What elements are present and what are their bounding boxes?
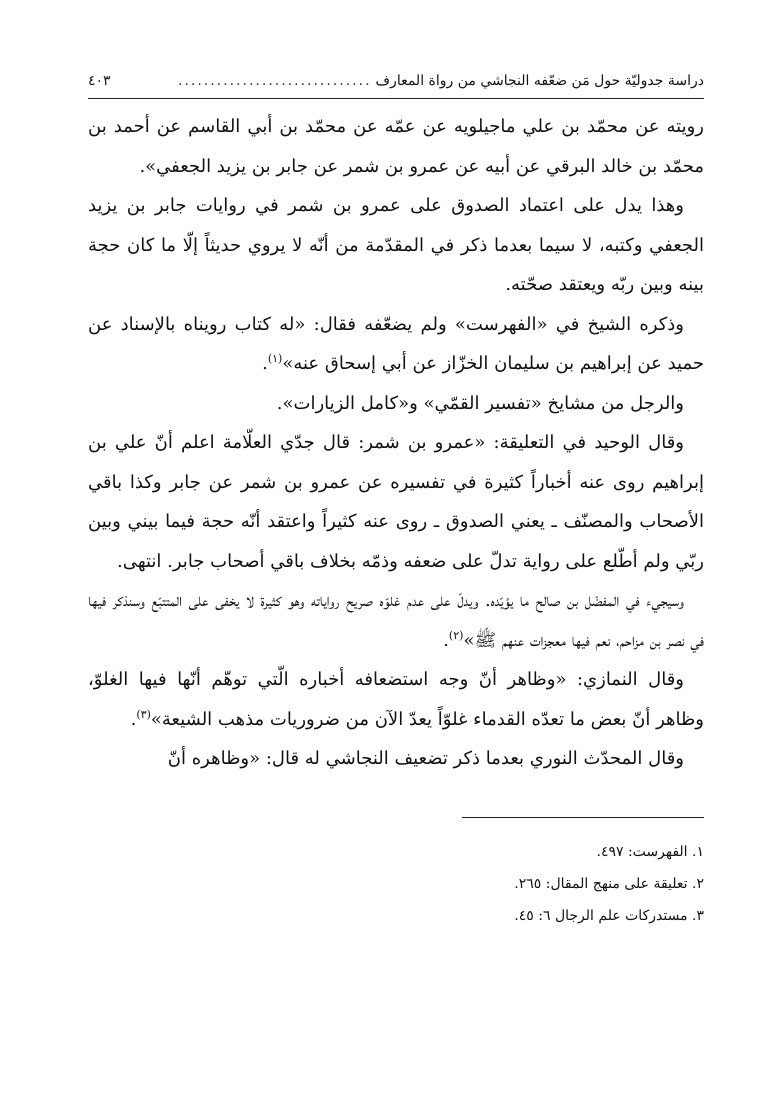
page-number: ٤٠٣: [88, 73, 111, 89]
body-text: [88, 107, 704, 779]
sentence-end-1: .: [262, 353, 268, 374]
paragraph-3-text: وذكره الشيخ في «الفهرست» ولم يضعّفه فقال: «له كتاب رويناه بالإسناد عن حميد عن إبراهيم بن سليمان الخزّاز عن أبي إسحاق عنه»: [88, 313, 704, 374]
paragraph-8: وقال المحدّث النوري بعدما ذكر تضعيف النجاشي له قال: «وظاهره أنّ: [167, 748, 684, 769]
sentence-end-2: .: [443, 629, 449, 651]
footnote-2: ٢. تعليقة على منهج المقال: ٢٦٥.: [514, 875, 704, 892]
paragraph-6: [88, 581, 704, 660]
paragraph-7: [88, 660, 704, 739]
page: [88, 70, 704, 932]
paragraph-2: وهذا يدل على اعتماد الصدوق على عمرو بن شمر في روايات جابر بن يزيد الجعفي وكتبه، لا سيما بعدما ذكر في المقدّمة من أنّه لا يروي حديثاً إلّا ما كان حجة بينه وبين ربّه ويعتقد صحّته.: [88, 195, 704, 295]
paragraph-6-text: وسيجيء في المفضّل بن صالح ما يؤيّده. ويدلّ على عدم غلوّه صريح رواياته وهو كثيرة لا يخفى على المتتبّع وسنذكر فيها في نصر بن مزاحم، نعم فيها معجزات عنهم ﷺ»: [88, 590, 704, 651]
sentence-end-3: .: [130, 708, 137, 730]
paragraph-1: رويته عن محمّد بن علي ماجيلويه عن عمّه عن محمّد بن أبي القاسم عن أحمد بن محمّد بن خالد البرقي عن أبيه عن عمرو بن شمر عن جابر بن يزيد الجعفي».: [88, 116, 704, 177]
header-title: دراسة جدوليّة حول مَن ضعّفه النجاشي من رواة المعارف: [375, 73, 704, 89]
header-dot-leader: ..............................: [178, 73, 372, 89]
footnote-1: ١. الفهرست: ٤٩٧.: [596, 843, 704, 860]
footnote-ref-1[interactable]: (١): [267, 352, 283, 365]
paragraph-7-text: وقال النمازي: «وظاهر أنّ وجه استضعافه أخباره الّتي توهّم أنّها فيها الغلوّ، وظاهر أنّ بعض ما تعدّه القدماء غلوّاً يعدّ الآن من ضروريات مذهب الشيعة»: [88, 669, 704, 730]
paragraph-5: وقال الوحيد في التعليقة: «عمرو بن شمر: قال جدّي العلّامة اعلم أنّ علي بن إبراهيم روى عنه أخباراً كثيرة في تفسيره عن عمرو بن شمر عن جابر وكذا باقي الأصحاب والمصنّف ـ يعني الصدوق ـ روى عنه كثيراً واعتقد أنّه حجة فيما بيني وبين ربّي ولم أطّلع على رواية تدلّ على ضعفه وذمّه بخلاف باقي أصحاب جابر. انتهى.: [88, 432, 704, 572]
footnote-3: ٣. مستدركات علم الرجال ٦: ٤٥.: [514, 907, 704, 924]
paragraph-4: والرجل من مشايخ «تفسير القمّي» و«كامل الزيارات».: [276, 392, 684, 414]
footnote-divider: [462, 817, 704, 818]
footnotes: [88, 836, 704, 932]
footnote-ref-3[interactable]: (٣): [136, 707, 151, 721]
running-header: [88, 70, 704, 99]
paragraph-3: [88, 305, 704, 384]
footnote-ref-2[interactable]: (٢): [448, 628, 464, 642]
